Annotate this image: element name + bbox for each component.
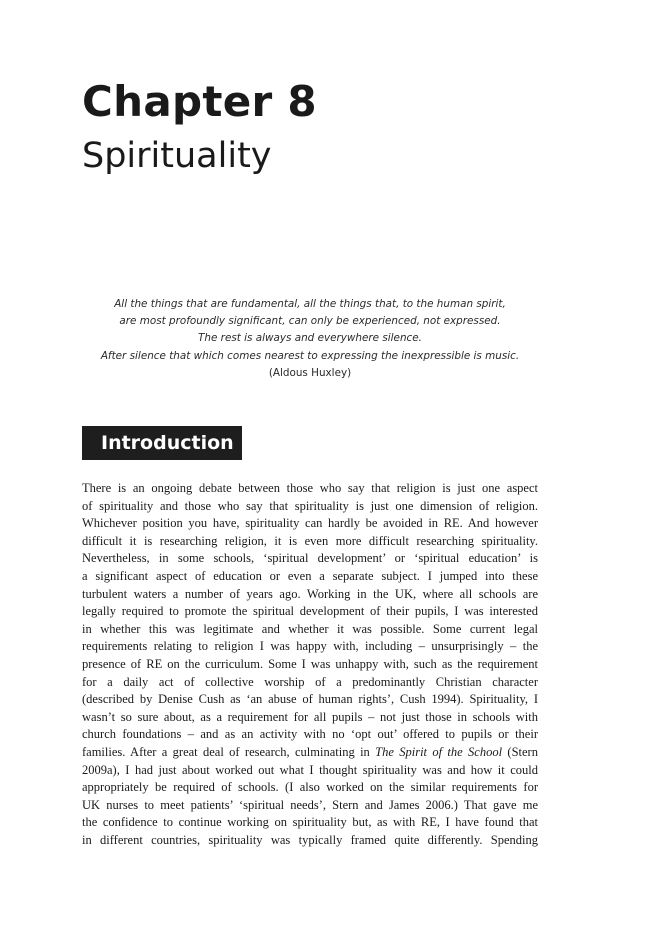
epigraph-line: After silence that which comes nearest to expressing the inexpressible is music. <box>100 349 520 362</box>
body-line: a significant aspect of education or even a separate subject. I jumped into these <box>82 568 538 583</box>
body-line: UK nurses to meet patients’ ‘spiritual needs’, Stern and James 2006.) That gave me <box>82 797 538 812</box>
body-line: presence of RE on the curriculum. Some I was unhappy with, such as the requirement <box>82 656 538 671</box>
chapter-number: Chapter 8 <box>82 77 317 126</box>
epigraph-line: All the things that are fundamental, all the things that, to the human spirit, <box>114 298 506 310</box>
chapter-title: Spirituality <box>82 136 272 176</box>
epigraph-attribution: (Aldous Huxley) <box>268 366 352 379</box>
body-line: (described by Denise Cush as ‘an abuse of human rights’, Cush 1994). Spirituality, I <box>82 692 538 707</box>
body-line: appropriately be required of schools. (I also worked on the similar requirements for <box>82 780 538 795</box>
section-heading-introduction: Introduction <box>82 426 242 460</box>
body-line: for a daily act of collective worship of a predominantly Christian character <box>82 674 538 689</box>
body-line: church foundations – and as an activity with no ‘opt out’ offered to pupils or their <box>82 727 538 742</box>
body-line: wasn’t so sure about, as a requirement for all pupils – not just those in schools with <box>82 709 538 724</box>
book-title-citation: The Spirit of the School <box>375 744 503 759</box>
body-line: legally required to promote the spiritual development of their pupils, I was interested <box>82 604 538 619</box>
body-line: the confidence to continue working on spirituality but, as with RE, I have found that <box>82 815 538 830</box>
epigraph <box>82 296 538 382</box>
body-line: in whether this was legitimate and whether it was possible. Some current legal <box>82 621 538 636</box>
body-line: There is an ongoing debate between those who say that religion is just one aspect <box>82 481 538 495</box>
epigraph-line: are most profoundly significant, can only be experienced, not expressed. <box>119 315 501 328</box>
epigraph-line: The rest is always and everywhere silence. <box>198 332 422 345</box>
body-line: in different countries, spirituality was typically framed quite differently. Spending <box>82 832 538 847</box>
body-line: of spirituality and those who say that spirituality is just one dimension of religion. <box>82 498 538 513</box>
body-line: turbulent waters a number of years ago. Working in the UK, where all schools are <box>82 586 538 601</box>
body-line: Nevertheless, in some schools, ‘spiritual development’ or ‘spiritual education’ is <box>82 551 538 566</box>
body-line: Whichever position you have, spirituality can hardly be avoided in RE. And however <box>82 516 538 531</box>
body-paragraph <box>82 480 538 849</box>
body-line: 2009a), I had just about worked out what I thought spirituality was and how it could <box>82 762 538 777</box>
body-text-segment: (Stern <box>502 744 538 759</box>
body-line: requirements relating to religion I was happy with, including – unsurprisingly – the <box>82 639 538 654</box>
body-text-segment: families. After a great deal of research, culminating in <box>82 744 376 759</box>
body-line <box>82 744 538 762</box>
body-line: difficult it is researching religion, it is even more difficult researching spirituality. <box>82 533 538 548</box>
